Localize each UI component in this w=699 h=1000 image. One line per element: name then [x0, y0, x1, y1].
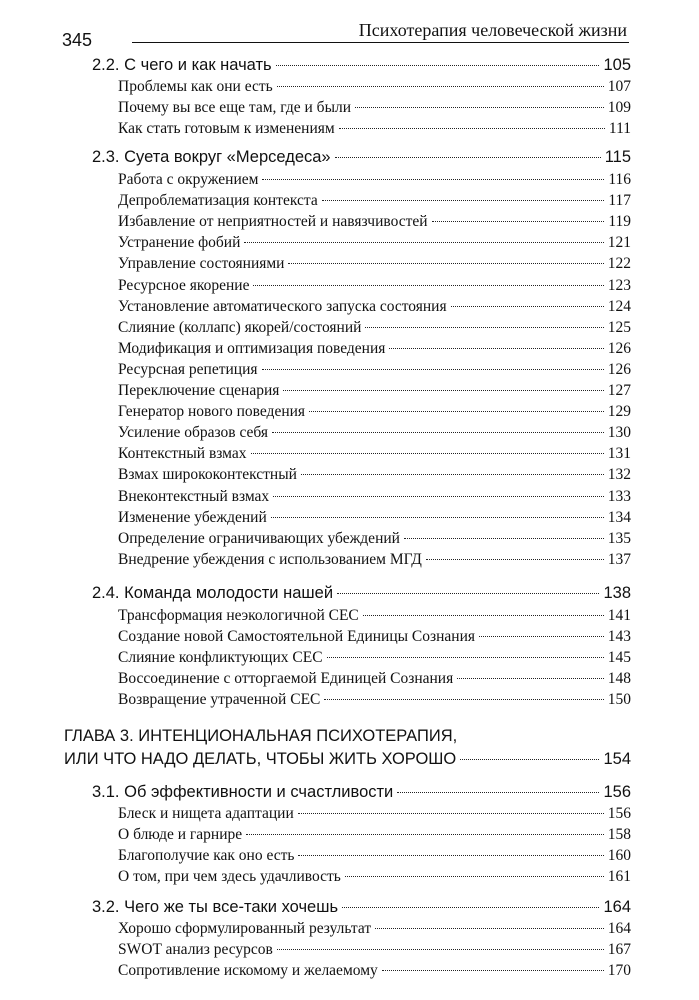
toc-entry-title: Внедрение убеждения с использованием МГД: [118, 550, 422, 568]
toc-entry: [118, 530, 631, 548]
toc-entry-page: 122: [607, 255, 631, 273]
toc-entry: [118, 255, 631, 273]
toc-entry-page: 125: [607, 318, 631, 336]
toc-entry-title: Почему вы все еще там, где и были: [118, 99, 352, 117]
toc-entry-page: 141: [607, 607, 631, 624]
toc-entry: [118, 99, 631, 117]
toc-entry-page: 148: [607, 670, 631, 688]
chapter-heading-line2: [64, 750, 631, 769]
dot-leader: [262, 369, 604, 370]
toc-entry-title: Благополучие как оно есть: [118, 847, 295, 865]
section-heading: [92, 783, 631, 802]
toc-entry-page: 115: [604, 148, 631, 166]
dot-leader: [276, 65, 600, 66]
dot-leader: [301, 474, 604, 475]
toc-entry: [118, 192, 631, 210]
dot-leader: [277, 86, 604, 87]
toc-entry-page: 119: [608, 213, 631, 231]
section-heading: [92, 584, 631, 603]
toc-entry: [118, 382, 631, 400]
dot-leader: [479, 636, 604, 637]
toc-entry-page: 170: [607, 962, 631, 980]
toc-entry-title: Избавление от неприятностей и навязчивостей: [118, 213, 428, 231]
dot-leader: [363, 615, 604, 616]
toc-entry-page: 117: [608, 192, 631, 210]
toc-entry-title: Усиление образов себя: [118, 424, 269, 442]
dot-leader: [345, 876, 604, 877]
toc-entry-title: ИЛИ ЧТО НАДО ДЕЛАТЬ, ЧТОБЫ ЖИТЬ ХОРОШО: [64, 750, 457, 768]
toc-entry-page: 150: [607, 691, 631, 709]
chapter-heading-line1: ГЛАВА 3. ИНТЕНЦИОНАЛЬНАЯ ПСИХОТЕРАПИЯ,: [64, 727, 458, 745]
toc-entry-page: 160: [607, 847, 631, 865]
toc-entry: [118, 847, 631, 865]
toc-entry-title: Ресурсное якорение: [118, 276, 250, 294]
dot-leader: [273, 496, 604, 497]
dot-leader: [432, 221, 605, 222]
toc-entry-title: Ресурсная репетиция: [118, 360, 258, 378]
toc-entry: [118, 120, 631, 138]
toc-entry-page: 137: [607, 550, 631, 568]
dot-leader: [272, 432, 604, 433]
toc-entry-page: 156: [603, 783, 631, 801]
toc-entry: [118, 607, 631, 625]
toc-entry: [118, 340, 631, 358]
dot-leader: [262, 179, 604, 180]
toc-entry-page: 135: [607, 529, 631, 547]
toc-entry-title: О том, при чем здесь удачливость: [118, 868, 341, 886]
dot-leader: [451, 306, 604, 307]
toc-entry-title: Внеконтекстный взмах: [118, 487, 270, 505]
toc-entry: [118, 691, 631, 709]
header-rule: [132, 42, 629, 43]
toc-entry-page: 138: [603, 584, 631, 602]
toc-entry: [118, 361, 631, 379]
toc-entry-page: 121: [607, 234, 631, 252]
dot-leader: [322, 200, 605, 201]
dot-leader: [460, 759, 599, 760]
toc-entry-title: Работа с окружением: [118, 171, 259, 188]
toc-entry-title: 3.1. Об эффективности и счастливости: [92, 783, 394, 801]
dot-leader: [389, 348, 603, 349]
dot-leader: [251, 453, 604, 454]
toc-entry-title: Возвращение утраченной СЕС: [118, 691, 321, 709]
dot-leader: [426, 559, 604, 560]
toc-entry-page: 124: [607, 297, 631, 315]
toc-entry: [118, 941, 631, 959]
toc-entry: [118, 213, 631, 231]
section-heading: [92, 898, 631, 917]
running-title: Психотерапия человеческой жизни: [358, 20, 627, 40]
toc-entry: [118, 466, 631, 484]
toc-entry-title: Слияние (коллапс) якорей/состояний: [118, 318, 362, 336]
toc-entry: [118, 670, 631, 688]
dot-leader: [342, 907, 599, 908]
toc-entry: [118, 171, 631, 189]
toc-entry-page: 131: [607, 445, 631, 463]
toc-entry-page: 105: [603, 56, 631, 74]
dot-leader: [253, 285, 603, 286]
dot-leader: [246, 834, 604, 835]
toc-entry-title: Устранение фобий: [118, 234, 241, 252]
toc-entry-page: 167: [607, 941, 631, 959]
toc-entry-title: 2.4. Команда молодости нашей: [92, 584, 334, 602]
toc-entry-title: О блюде и гарнире: [118, 826, 243, 844]
toc-entry: [118, 805, 631, 823]
toc-entry: [118, 868, 631, 886]
toc-entry-title: Трансформация неэкологичной СЕС: [118, 607, 359, 624]
toc-entry-page: 126: [607, 360, 631, 378]
toc-entry-page: 107: [607, 78, 631, 95]
dot-leader: [337, 593, 599, 594]
dot-leader: [382, 970, 604, 971]
dot-leader: [365, 327, 603, 328]
toc-entry-page: 130: [607, 424, 631, 442]
dot-leader: [298, 813, 604, 814]
toc-entry: [118, 319, 631, 337]
dot-leader: [309, 411, 604, 412]
toc-entry-page: 129: [607, 403, 631, 421]
toc-entry-title: Создание новой Самостоятельной Единицы Сознания: [118, 628, 476, 646]
dot-leader: [335, 157, 601, 158]
toc-entry-page: 132: [607, 466, 631, 484]
toc-entry-title: Определение ограничивающих убеждений: [118, 529, 400, 547]
dot-leader: [283, 390, 603, 391]
dot-leader: [355, 107, 604, 108]
toc-entry: [118, 277, 631, 295]
page-number: 345: [62, 30, 93, 50]
toc-entry: [118, 78, 631, 96]
toc-entry-page: 133: [607, 487, 631, 505]
toc-entry: [118, 488, 631, 506]
toc-entry-title: Как стать готовым к изменениям: [118, 120, 335, 138]
toc-entry: [118, 445, 631, 463]
toc-entry: [118, 403, 631, 421]
toc-entry-title: Установление автоматического запуска состояния: [118, 297, 447, 315]
toc-entry: [118, 424, 631, 442]
toc-entry-title: Генератор нового поведения: [118, 403, 306, 421]
toc-entry-page: 123: [607, 276, 631, 294]
toc-entry-page: 156: [607, 805, 631, 822]
dot-leader: [457, 678, 604, 679]
toc-entry-title: Блеск и нищета адаптации: [118, 805, 294, 822]
toc-entry: [118, 628, 631, 646]
dot-leader: [375, 928, 604, 929]
toc-entry-title: Взмах ширококонтекстный: [118, 466, 297, 484]
section-heading: [92, 148, 631, 167]
toc-entry-title: Хорошо сформулированный результат: [118, 920, 372, 937]
dot-leader: [397, 792, 599, 793]
toc-entry-title: 2.2. С чего и как начать: [92, 56, 272, 74]
dot-leader: [288, 263, 603, 264]
toc-entry: [118, 234, 631, 252]
toc-entry-page: 143: [607, 628, 631, 646]
toc-entry: [118, 551, 631, 569]
toc-entry: [118, 649, 631, 667]
toc-entry: [118, 298, 631, 316]
toc-entry-title: 2.3. Суета вокруг «Мерседеса»: [92, 148, 331, 166]
toc-entry-page: 164: [607, 920, 631, 937]
toc-entry-page: 134: [607, 508, 631, 526]
toc-entry-title: Депроблематизация контекста: [118, 192, 318, 210]
toc-entry-title: Изменение убеждений: [118, 508, 267, 526]
dot-leader: [271, 517, 604, 518]
dot-leader: [277, 949, 604, 950]
dot-leader: [339, 128, 605, 129]
toc-entry-page: 116: [608, 171, 631, 188]
toc-entry: [118, 509, 631, 527]
dot-leader: [327, 657, 604, 658]
toc-entry-page: 145: [607, 649, 631, 667]
toc-entry: [118, 962, 631, 980]
toc-entry-page: 111: [608, 120, 631, 138]
toc-entry-title: Контекстный взмах: [118, 445, 247, 463]
toc-entry-page: 154: [603, 750, 631, 768]
toc-entry-title: Сопротивление искомому и желаемому: [118, 962, 378, 980]
toc-entry-page: 126: [607, 339, 631, 357]
toc-entry: [118, 920, 631, 938]
toc-entry-title: Воссоединение с отторгаемой Единицей Сознания: [118, 670, 454, 688]
toc-entry-title: Переключение сценария: [118, 382, 280, 399]
section-heading: [92, 56, 631, 75]
dot-leader: [404, 538, 604, 539]
toc-entry-title: SWOT анализ ресурсов: [118, 941, 273, 959]
toc-entry-page: 161: [607, 868, 631, 886]
toc-entry-title: Проблемы как они есть: [118, 78, 273, 95]
toc-entry-title: Модификация и оптимизация поведения: [118, 339, 386, 357]
dot-leader: [298, 855, 603, 856]
toc-entry-title: Слияние конфликтующих СЕС: [118, 649, 323, 667]
toc-entry: [118, 826, 631, 844]
toc-entry-page: 164: [603, 898, 631, 916]
toc-entry-page: 158: [607, 826, 631, 844]
toc-entry-title: 3.2. Чего же ты все-таки хочешь: [92, 898, 339, 916]
dot-leader: [324, 699, 603, 700]
toc-entry-page: 127: [607, 382, 631, 399]
toc-entry-page: 109: [607, 99, 631, 117]
dot-leader: [244, 242, 603, 243]
toc-entry-title: Управление состояниями: [118, 255, 285, 273]
